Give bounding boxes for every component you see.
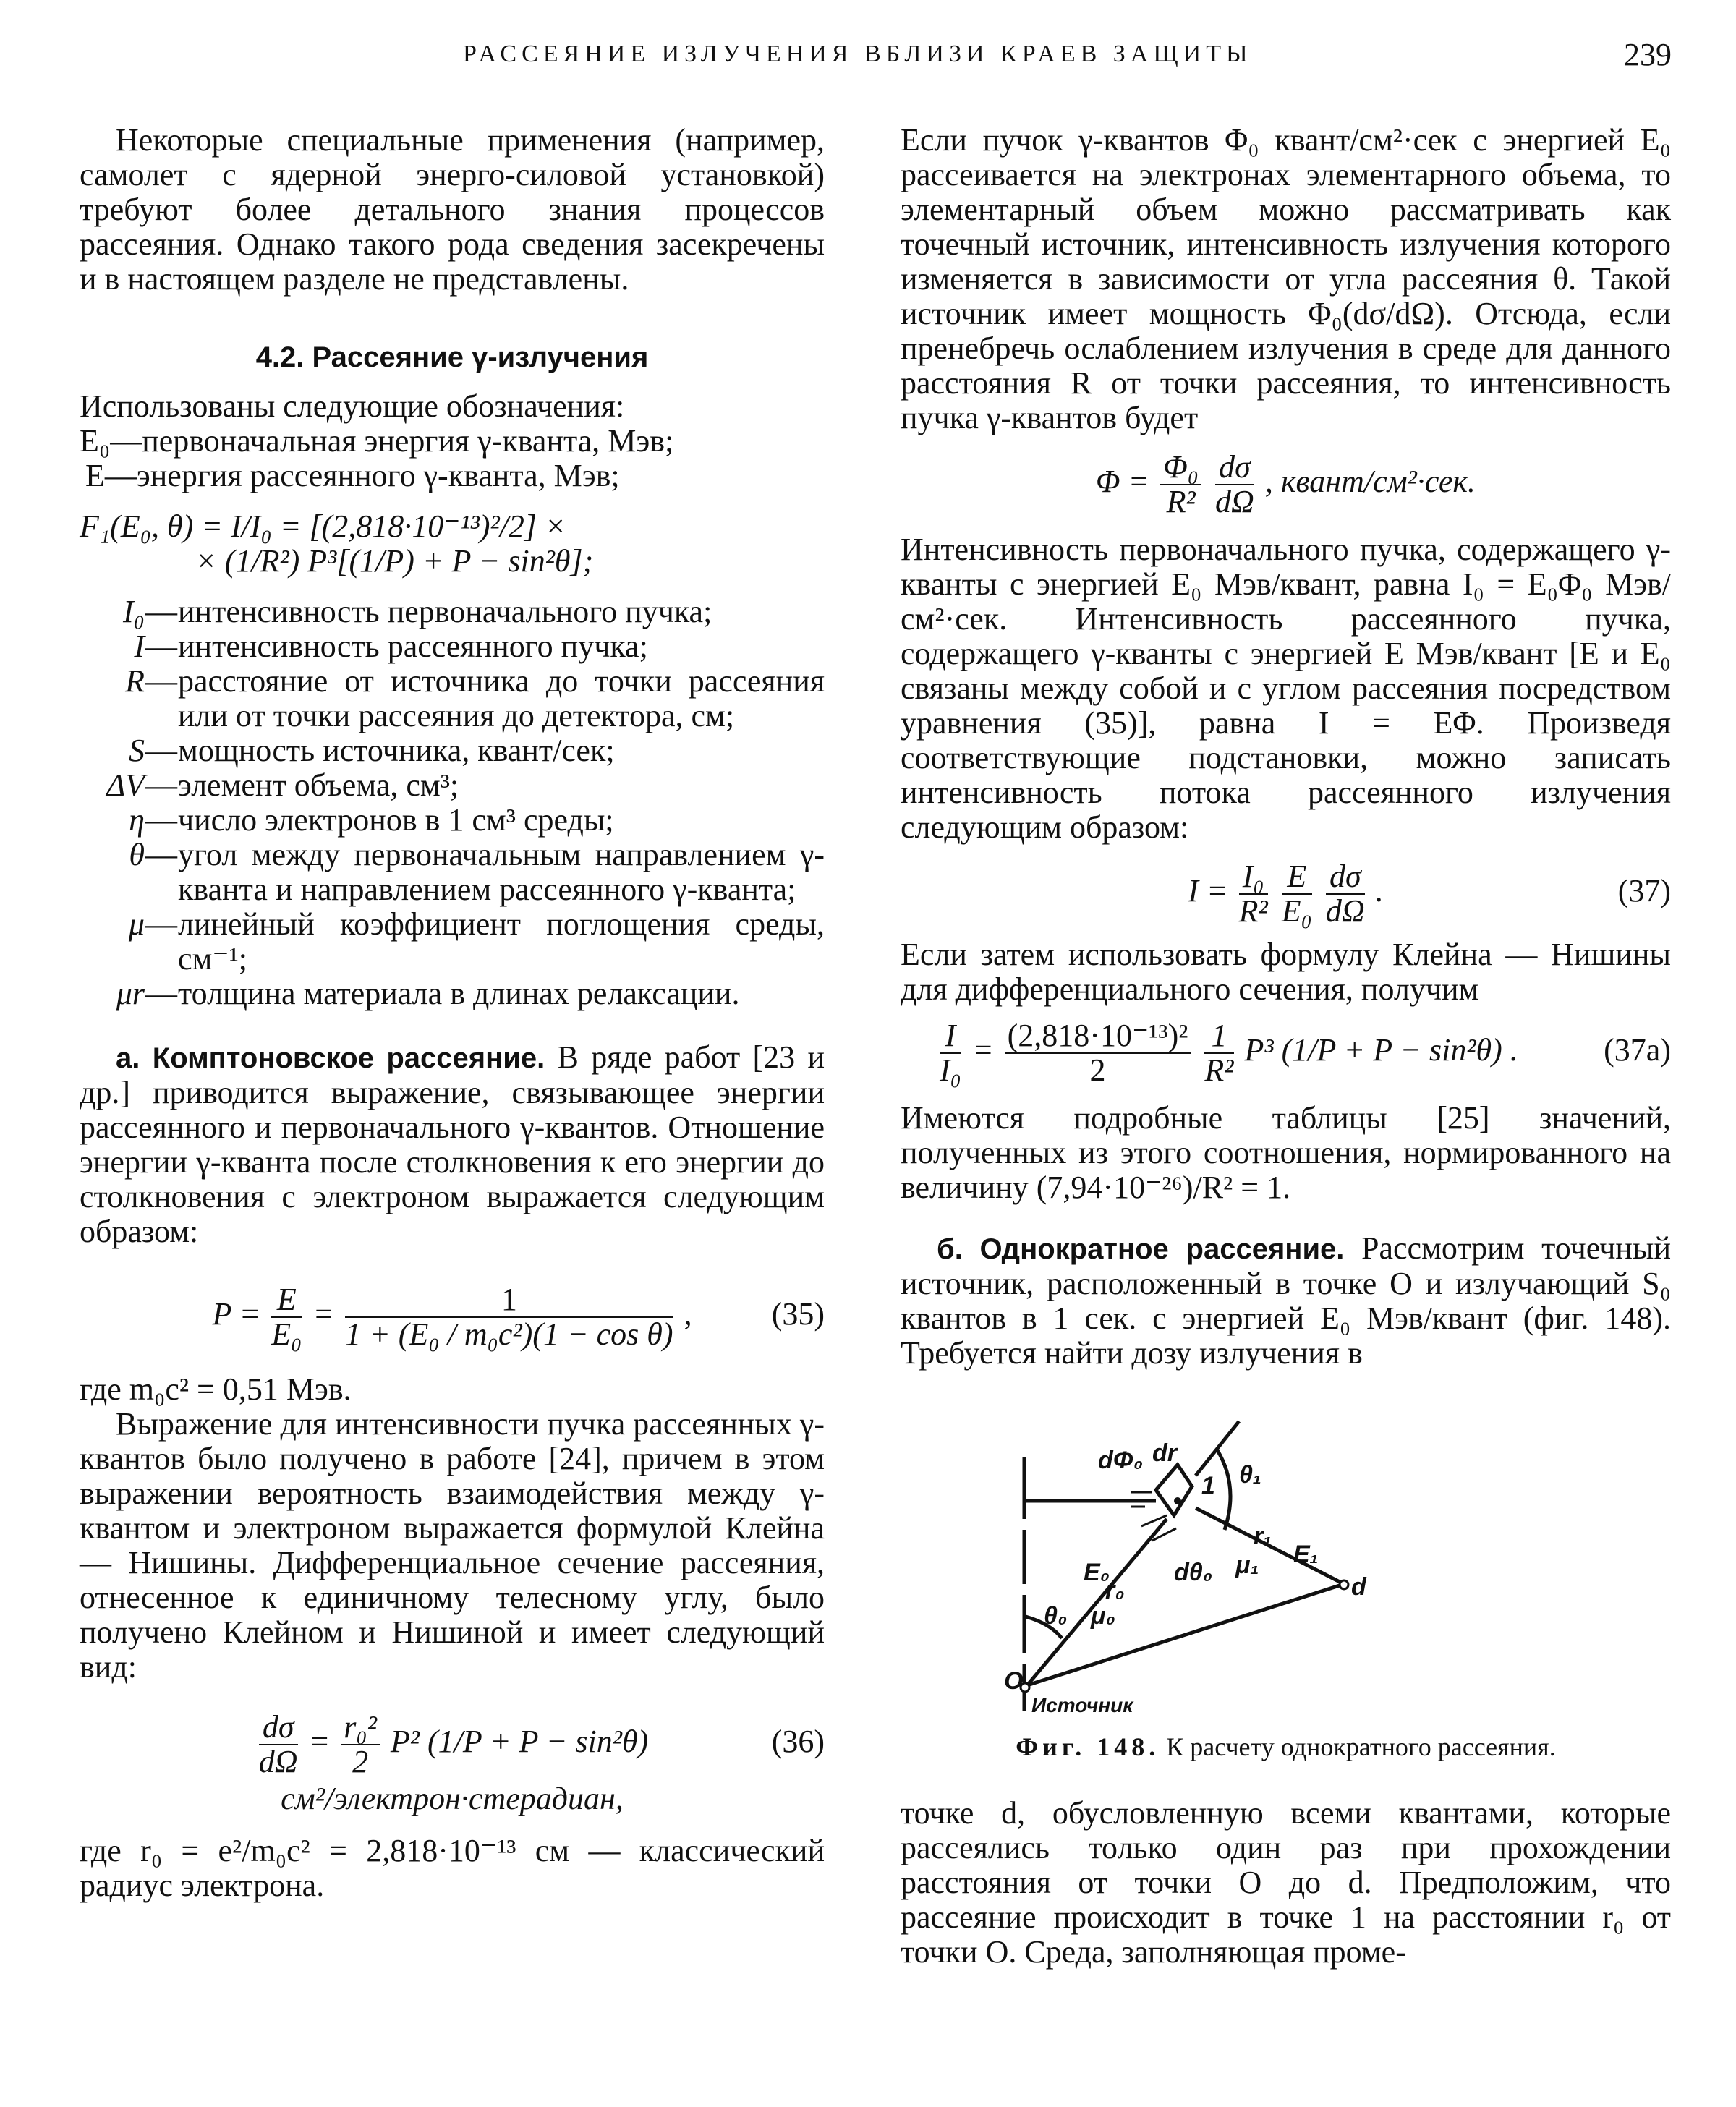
eqphi-frac2-num: dσ bbox=[1215, 451, 1254, 485]
equation-36 bbox=[80, 1702, 825, 1782]
definition-item bbox=[80, 629, 825, 664]
eq37-f3-den: dΩ bbox=[1325, 893, 1365, 929]
equation-37 bbox=[901, 855, 1671, 927]
eq36-lhs-num: dσ bbox=[259, 1711, 298, 1745]
definition-item bbox=[80, 733, 825, 768]
kn-paragraph: Выражение для интенсивности пучка рассеянных γ-квантов было получено в работе [24], причем в этом выражении вероятность взаимодействия между γ-квантом и электроном выражается формулой Клейна — Нишины. Дифференциальное сечение рассеяния, отнесенное к единичному телесному углу, было получено Клейном и Нишиной и имеет следующий вид: bbox=[80, 1406, 825, 1685]
definition-dash: — bbox=[145, 906, 177, 942]
section-heading: 4.2. Рассеяние γ-излучения bbox=[255, 341, 649, 373]
definition-dash: — bbox=[145, 663, 177, 699]
page-number: 239 bbox=[1624, 37, 1672, 72]
single-scattering-paragraph bbox=[901, 1231, 1671, 1371]
right-paragraph-2: Интенсивность первоначального пучка, содержащего γ-кванты с энергией E₀ Мэв/квант, равна I₀ = E₀Φ₀ Мэв/см²·сек. Интенсивность рассеянного пучка, содержащего γ-кванты с энергией E Мэв/квант [E и E₀ связаны между собой и с углом рассеяния посредством уравнения (35)], равна I = EΦ. Произведя соответствующие подстановки, можно записать интенсивность потока рассеянного излучения следующим образом: bbox=[901, 532, 1671, 845]
notation-intro: Использованы следующие обозначения: bbox=[80, 388, 625, 424]
eq35-frac2-num: 1 bbox=[345, 1283, 673, 1318]
definition-symbol: R bbox=[125, 663, 145, 699]
label-point-1: 1 bbox=[1201, 1472, 1215, 1499]
definition-dash: — bbox=[145, 976, 177, 1011]
eq37a-r bbox=[1204, 1019, 1233, 1087]
definition-item bbox=[80, 664, 825, 733]
label-o: O bbox=[1003, 1667, 1023, 1695]
definition-text: толщина материала в длинах релаксации. bbox=[178, 976, 740, 1011]
eq37a-const-num: (2,818·10⁻¹³)² bbox=[1005, 1019, 1191, 1054]
label-source: Источник bbox=[1031, 1694, 1133, 1716]
eq36-equals: = bbox=[308, 1724, 331, 1759]
eq37a-const-den: 2 bbox=[1089, 1052, 1106, 1088]
single-scattering-label: б. Однократное рассеяние. bbox=[937, 1233, 1345, 1265]
figure-caption bbox=[901, 1732, 1671, 1761]
label-e1: E₁ bbox=[1293, 1541, 1319, 1568]
label-theta1: θ₁ bbox=[1238, 1461, 1261, 1489]
eqphi-lhs: Φ = bbox=[1096, 464, 1150, 499]
figure-148-diagram bbox=[990, 1400, 1583, 1718]
equation-37a bbox=[901, 1014, 1671, 1086]
eqphi-frac2-den: dΩ bbox=[1215, 483, 1254, 519]
right-column bbox=[901, 123, 1671, 1970]
label-r0: r₀ bbox=[1105, 1577, 1125, 1604]
eq36-lhs bbox=[258, 1708, 298, 1779]
definition-text: число электронов в 1 см³ среды; bbox=[178, 802, 614, 838]
left-column bbox=[80, 123, 825, 1903]
eq36-coef-num: r₀² bbox=[341, 1711, 380, 1745]
definition-item bbox=[80, 595, 825, 629]
definition-text: мощность источника, квант/сек; bbox=[178, 733, 615, 768]
formula-f1-line1: F₁(E₀, θ) = I/I₀ = [(2,818·10⁻¹³)²/2] × bbox=[80, 508, 566, 544]
eq37-number: (37) bbox=[1617, 873, 1671, 908]
definition-dash: — bbox=[145, 837, 177, 872]
definition-dash: — bbox=[145, 767, 177, 803]
definition-text: угол между первоначальным направлением γ-кванта и направлением рассеянного γ-кванта; bbox=[178, 837, 825, 907]
eq37-f1-num: I₀ bbox=[1239, 860, 1268, 895]
definition-symbol: I₀ bbox=[123, 594, 145, 629]
eqphi-frac1-den: R² bbox=[1166, 483, 1196, 519]
eq37a-const bbox=[1005, 1019, 1191, 1087]
eq35-fraction-2 bbox=[345, 1283, 673, 1351]
compton-paragraph bbox=[80, 1040, 825, 1249]
label-e0: E₀ bbox=[1083, 1559, 1110, 1586]
eq35-number: (35) bbox=[771, 1296, 825, 1332]
eqphi-units: , квант/см²·сек. bbox=[1264, 464, 1476, 499]
definition-symbol: I bbox=[134, 629, 145, 664]
eqphi-frac1-num: Φ₀ bbox=[1160, 451, 1201, 485]
figure-caption-text: К расчету однократного рассеяния. bbox=[1166, 1732, 1556, 1761]
definition-text: элемент объема, см³; bbox=[178, 767, 459, 803]
label-mu0: μ₀ bbox=[1090, 1602, 1115, 1630]
figure-caption-label: Фиг. 148. bbox=[1016, 1732, 1160, 1761]
eq35-equals: = bbox=[312, 1296, 335, 1332]
eq37-lhs: I = bbox=[1188, 873, 1228, 908]
notation-e0: E₀—первоначальная энергия γ-кванта, Мэв; bbox=[80, 423, 674, 459]
label-d: d bbox=[1350, 1573, 1366, 1601]
right-paragraph-5: точке d, обусловленную всеми квантами, которые рассеялись только один раз при прохождении расстояния от точки O до d. Предположим, что рассеяние происходит в точке 1 на расстоянии r₀ от точки O. Среда, заполняющая проме- bbox=[901, 1795, 1671, 1970]
eq36-units: см²/электрон·стерадиан, bbox=[281, 1781, 624, 1816]
definition-item bbox=[80, 838, 825, 907]
eqphi-frac-2 bbox=[1215, 448, 1254, 519]
eq37a-lhs-num: I bbox=[940, 1019, 961, 1054]
eq36-coef-den: 2 bbox=[352, 1743, 369, 1779]
definition-text: интенсивность первоначального пучка; bbox=[178, 594, 712, 629]
definition-dash: — bbox=[145, 733, 177, 768]
eq37-f2-den: E₀ bbox=[1281, 893, 1312, 929]
definition-symbol: η bbox=[129, 802, 145, 838]
label-dphi0: dΦ₀ bbox=[1097, 1447, 1143, 1474]
eq37-frac-3 bbox=[1326, 860, 1365, 928]
equation-35 bbox=[80, 1271, 825, 1358]
label-mu1: μ₁ bbox=[1235, 1551, 1259, 1579]
scattering-geometry-diagram bbox=[990, 1400, 1583, 1718]
label-r1: r₁ bbox=[1253, 1523, 1272, 1550]
definition-dash: — bbox=[145, 629, 177, 664]
eq37-frac-1 bbox=[1239, 860, 1268, 928]
eq35-frac2-den: 1 + (E₀ / m₀c²)(1 − cos θ) bbox=[345, 1316, 673, 1352]
definitions-list bbox=[80, 595, 825, 1011]
eq35-lhs: P = bbox=[212, 1296, 261, 1332]
definition-dash: — bbox=[145, 594, 177, 629]
intro-paragraph: Некоторые специальные применения (например, самолет с ядерной энерго-силовой установкой) требуют более детального знания процессов рассеяния. Однако такого рода сведения засекречены и в настоящем разделе не представлены. bbox=[80, 122, 825, 297]
notation-e: E—энергия рассеянного γ-кванта, Мэв; bbox=[85, 458, 620, 493]
eq37a-r-den: R² bbox=[1204, 1052, 1234, 1088]
eq36-lhs-den: dΩ bbox=[258, 1743, 298, 1779]
eq37a-r-num: 1 bbox=[1204, 1019, 1233, 1054]
definition-symbol: θ bbox=[129, 837, 145, 872]
where-r0: где r₀ = e²/m₀c² = 2,818·10⁻¹³ см — классический радиус электрона. bbox=[80, 1833, 825, 1903]
label-theta0: θ₀ bbox=[1043, 1602, 1067, 1630]
eq37a-lhs-den: I₀ bbox=[940, 1052, 961, 1088]
eq37-dot: . bbox=[1375, 873, 1384, 908]
definition-item bbox=[80, 976, 825, 1011]
label-dr: dr bbox=[1152, 1439, 1177, 1467]
definition-symbol: μr bbox=[116, 976, 145, 1011]
running-header bbox=[0, 36, 1736, 80]
eq35-comma: , bbox=[684, 1296, 692, 1332]
right-paragraph-1: Если пучок γ-квантов Φ₀ квант/см²·сек с энергией E₀ рассеивается на электронах элементарного объема, то элементарный объем можно рассматривать как точечный источник, интенсивность излучения которого изменяется в зависимости от угла рассеяния θ. Такой источник имеет мощность Φ₀(dσ/dΩ). Отсюда, если пренебречь ослаблением излучения в среде для данного расстояния R от точки рассеяния, то интенсивность пучка γ-квантов будет bbox=[901, 122, 1671, 435]
where-m0c2: где m₀c² = 0,51 Мэв. bbox=[80, 1371, 352, 1407]
eq35-fraction-1 bbox=[271, 1283, 302, 1351]
formula-f1-line2: × (1/R²) P³[(1/P) + P − sin²θ]; bbox=[195, 543, 594, 579]
definition-symbol: μ bbox=[128, 906, 145, 942]
definition-text: расстояние от источника до точки рассеяния или от точки рассеяния до детектора, см; bbox=[178, 663, 825, 733]
eq36-coef bbox=[341, 1708, 380, 1779]
eq37-f2-num: E bbox=[1282, 860, 1312, 895]
eq37a-rhs: P³ (1/P + P − sin²θ) . bbox=[1244, 1032, 1518, 1068]
definition-item bbox=[80, 907, 825, 976]
definition-text: линейный коэффициент поглощения среды, см⁻¹; bbox=[178, 906, 825, 976]
definition-symbol: ΔV bbox=[106, 767, 145, 803]
definition-item bbox=[80, 803, 825, 838]
compton-text: В ряде работ [23 и др.] приводится выражение, связывающее энергии рассеянного и первоначального γ-квантов. Отношение энергии γ-кванта после столкновения к его энергии до столкновения с электроном выражается следующим образом: bbox=[80, 1039, 825, 1249]
eq35-frac1-den: E₀ bbox=[271, 1316, 302, 1352]
definition-dash: — bbox=[145, 802, 177, 838]
single-scattering-text: Рассмотрим точечный источник, расположенный в точке O и излучающий S₀ квантов в 1 сек. с энергией E₀ Мэв/квант (фиг. 148). Требуется найти дозу излучения в bbox=[901, 1230, 1671, 1371]
eq36-number: (36) bbox=[771, 1724, 825, 1759]
eq37-frac-2 bbox=[1282, 860, 1312, 928]
eq35-frac1-num: E bbox=[271, 1283, 302, 1318]
eq37a-lhs bbox=[940, 1019, 961, 1087]
eq37-f3-num: dσ bbox=[1326, 860, 1365, 895]
eq36-rhs: P² (1/P + P − sin²θ) bbox=[390, 1724, 649, 1759]
definition-item bbox=[80, 768, 825, 803]
right-paragraph-3: Если затем использовать формулу Клейна — Нишины для дифференциального сечения, получим bbox=[901, 937, 1671, 1007]
equation-phi bbox=[901, 446, 1671, 518]
compton-label: а. Комптоновское рассеяние. bbox=[116, 1042, 545, 1074]
eq37a-equals: = bbox=[971, 1032, 994, 1068]
definition-text: интенсивность рассеянного пучка; bbox=[178, 629, 648, 664]
definition-symbol: S bbox=[129, 733, 145, 768]
label-dtheta0: dθ₀ bbox=[1173, 1559, 1212, 1586]
eq37-f1-den: R² bbox=[1238, 893, 1268, 929]
right-paragraph-4: Имеются подробные таблицы [25] значений, полученных из этого соотношения, нормированного на величину (7,94·10⁻²⁶)/R² = 1. bbox=[901, 1100, 1671, 1205]
running-title: РАССЕЯНИЕ ИЗЛУЧЕНИЯ ВБЛИЗИ КРАЕВ ЗАЩИТЫ bbox=[463, 41, 1253, 67]
eq37a-number: (37a) bbox=[1604, 1032, 1671, 1068]
eqphi-frac-1 bbox=[1160, 448, 1201, 519]
